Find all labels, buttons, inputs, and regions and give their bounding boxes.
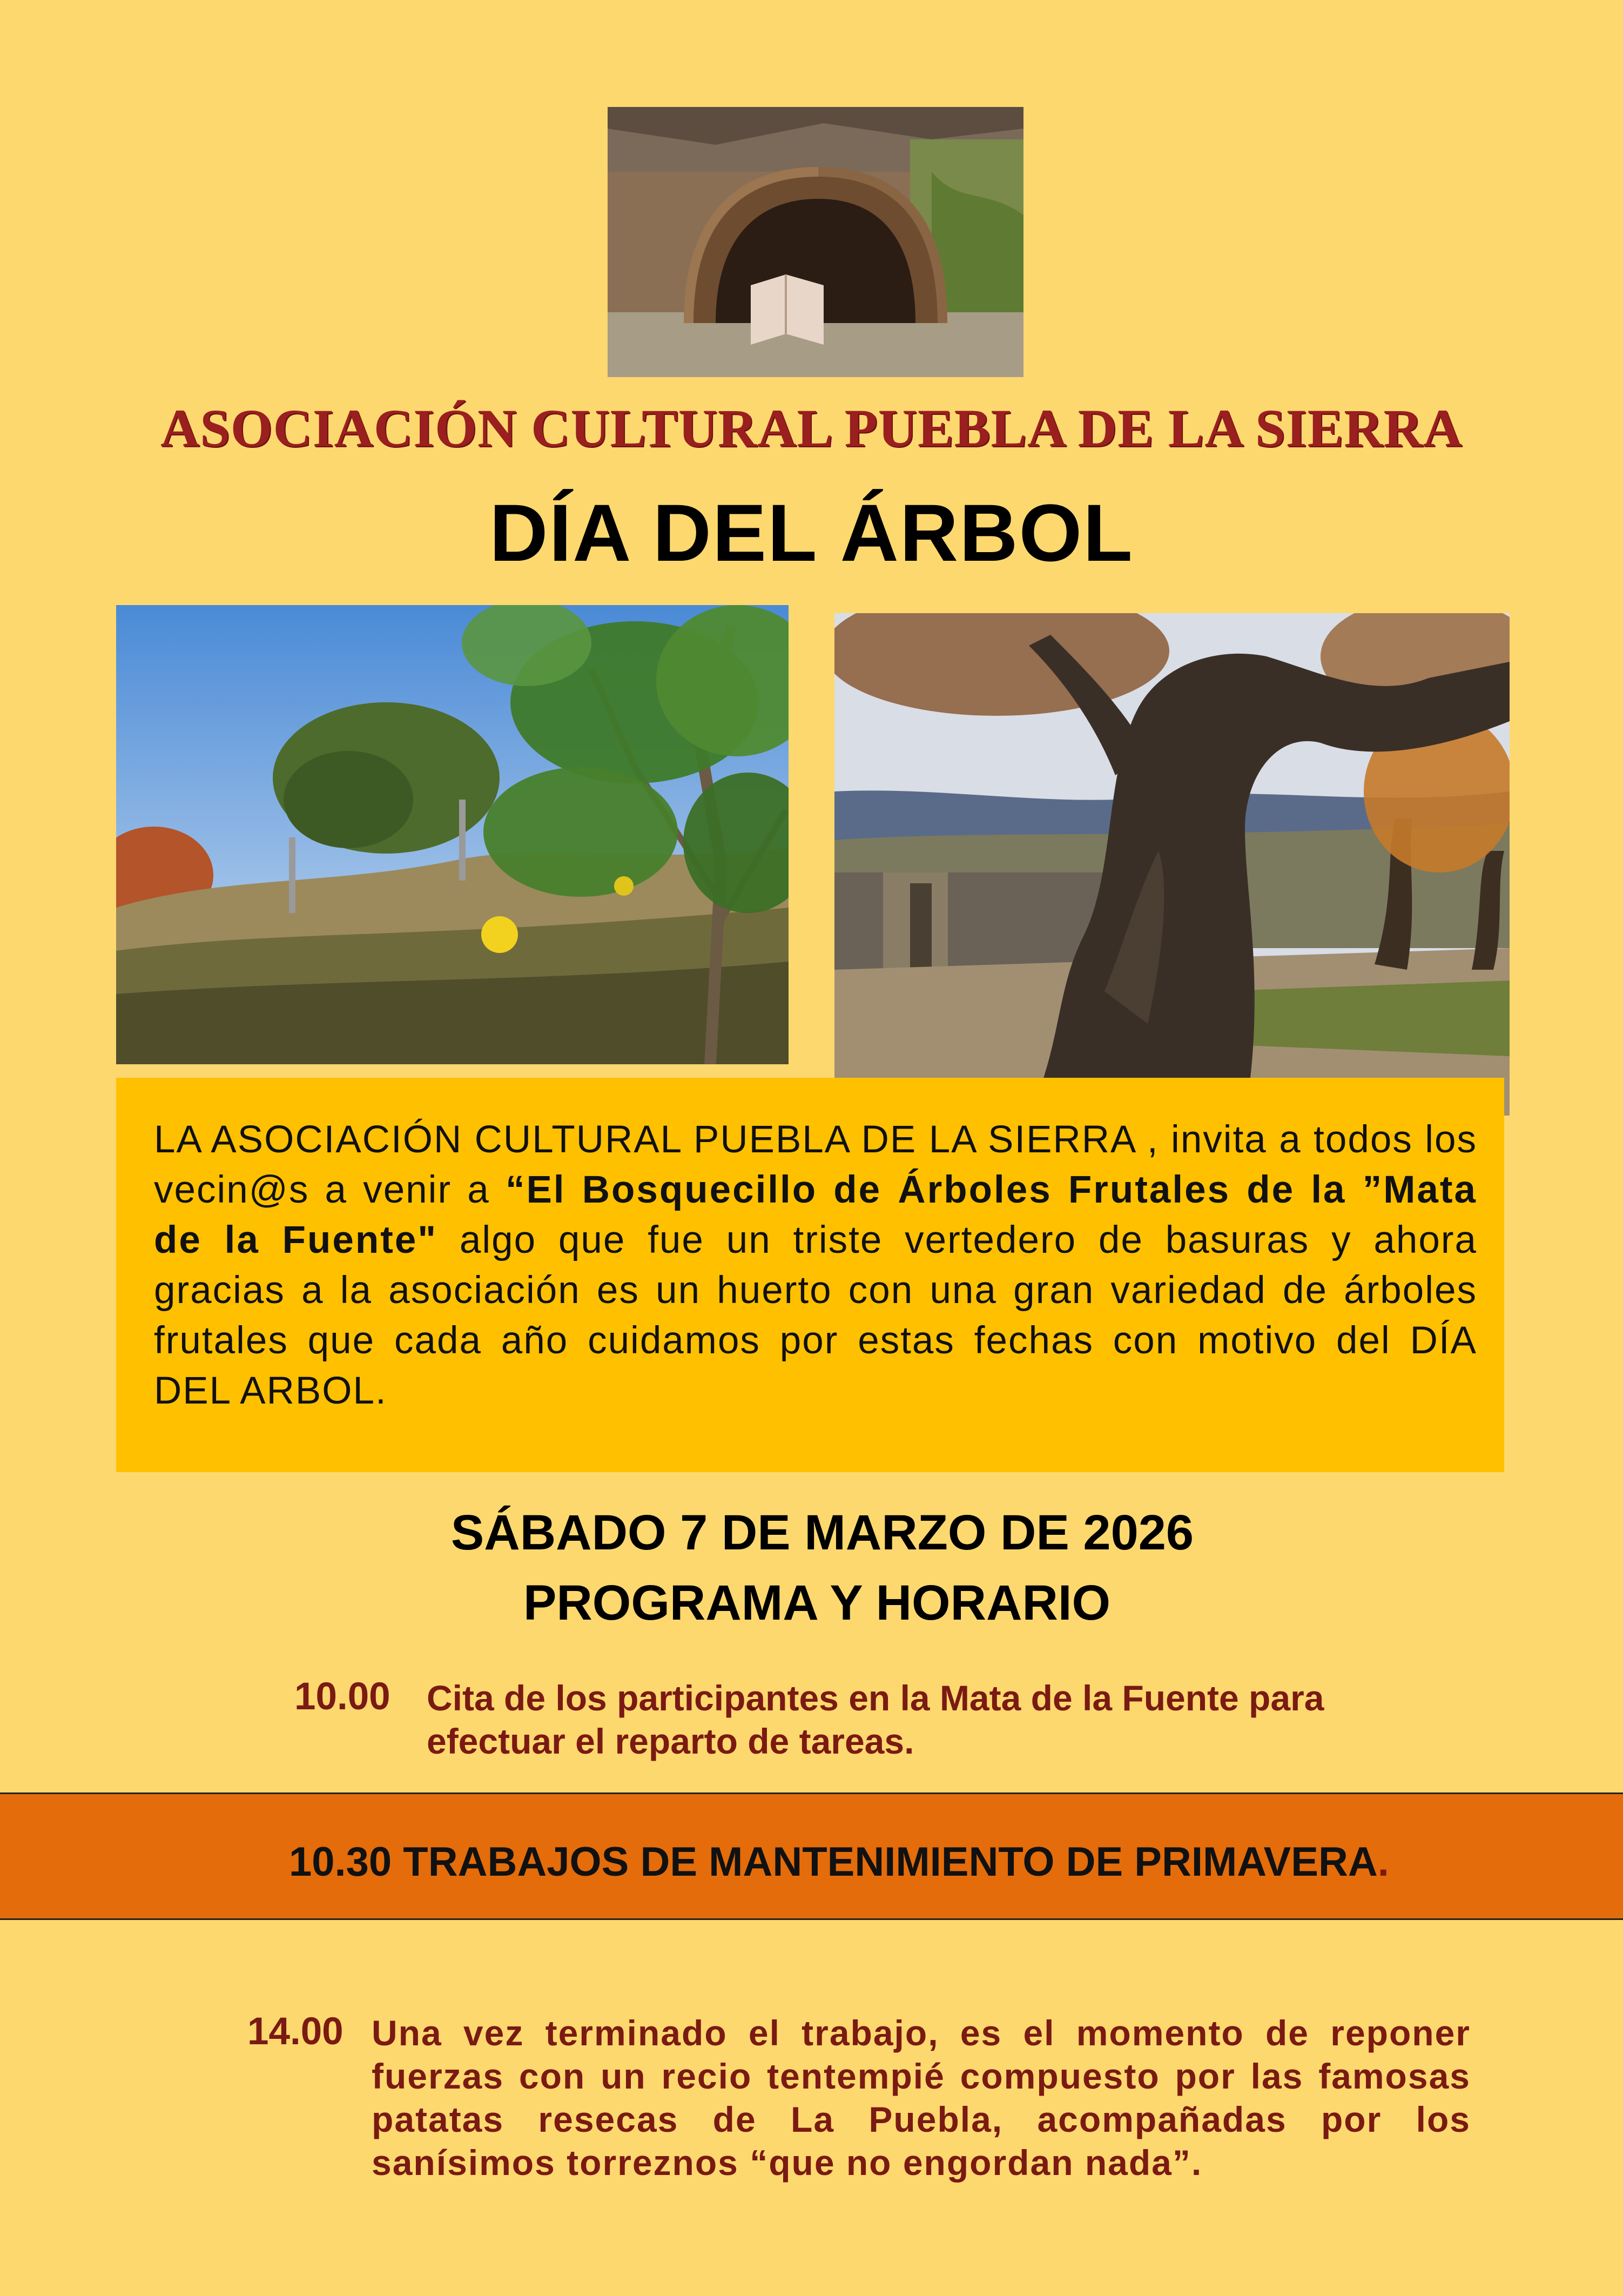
schedule-description: Cita de los participantes en la Mata de la Fuente para efectuar el reparto de tareas. xyxy=(427,1678,1324,1761)
page-title: DÍA DEL ÁRBOL xyxy=(489,487,1134,578)
highlight-band xyxy=(0,1793,1623,1920)
invitation-text xyxy=(154,1115,1477,1416)
invitation-highlight: “El Bosquecillo de Árboles Frutales de la ”Mata de la Fuente" xyxy=(154,1169,1477,1261)
stone-arch-photo xyxy=(608,107,1023,377)
schedule-description: Una vez terminado el trabajo, es el momento de reponer fuerzas con un recio tentempié compuesto por las famosas patatas resecas de La Puebla, acompañadas por los sanísimos torreznos “que no engordan nada”. xyxy=(372,2013,1471,2183)
band-text xyxy=(289,1838,1389,1885)
fruit-tree-photo xyxy=(116,605,789,1064)
chestnut-tree-photo xyxy=(834,613,1510,1116)
band-label: 10.30 TRABAJOS DE MANTENIMIENTO DE PRIMAVERA xyxy=(289,1839,1378,1885)
schedule-time: 10.00 xyxy=(294,1675,390,1718)
event-date: SÁBADO 7 DE MARZO DE 2026 xyxy=(450,1505,1194,1560)
invitation-text-part2: algo que fue un triste vertedero de basuras y ahora gracias a la asociación es un huerto con una gran variedad de árboles frutales que cada año cuidamos por estas fechas con motivo del DÍA DEL ARBOL. xyxy=(154,1219,1477,1412)
invitation-text-part1: LA ASOCIACIÓN CULTURAL PUEBLA DE LA SIERRA , invita a todos los vecin@s a venir a xyxy=(154,1118,1477,1211)
program-heading: PROGRAMA Y HORARIO xyxy=(523,1575,1111,1630)
invitation-box xyxy=(116,1078,1504,1472)
schedule-time: 14.00 xyxy=(247,2010,344,2053)
band-period: . xyxy=(1377,1839,1389,1885)
association-title: ASOCIACIÓN CULTURAL PUEBLA DE LA SIERRA xyxy=(160,398,1463,458)
